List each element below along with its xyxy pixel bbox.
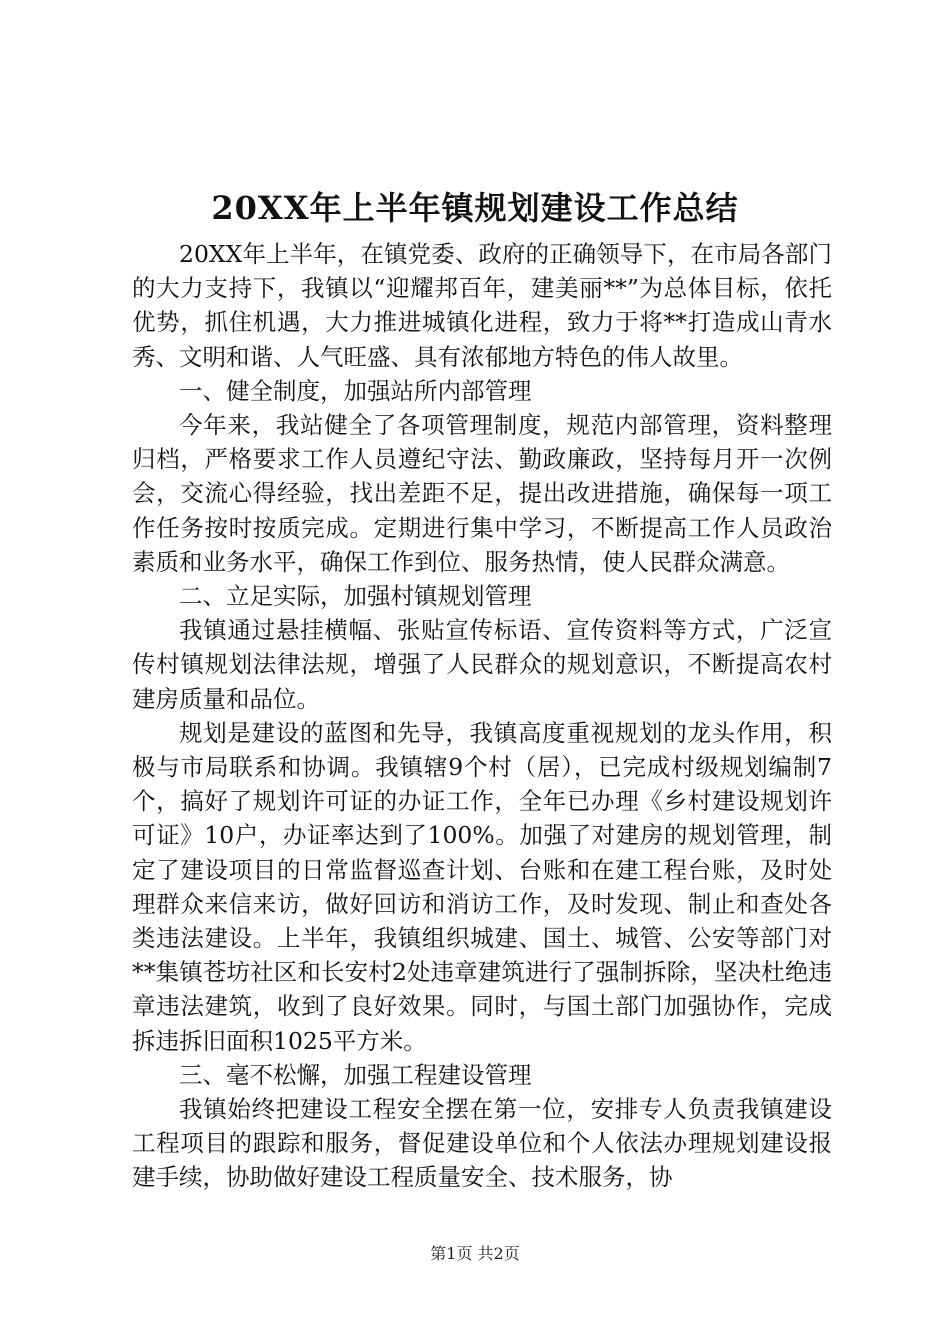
section-heading-3: 三、毫不松懈，加强工程建设管理: [179, 1060, 532, 1089]
intro-paragraph: 20XX年上半年，在镇党委、政府的正确领导下，在市局各部门的大力支持下，我镇以“迎耀邦百年，建美丽**”为总体目标，依托优势，抓住机遇，大力推进城镇化进程，致力于将**打造成山青水秀、文明和谐、人气旺盛、具有浓郁地方特色的伟人故里。: [132, 240, 832, 371]
section-heading-1: 一、健全制度，加强站所内部管理: [179, 376, 532, 405]
section-3-paragraph: 我镇始终把建设工程安全摆在第一位，安排专人负责我镇建设工程项目的跟踪和服务，督促建设单位和个人依法办理规划建设报建手续，协助做好建设工程质量安全、技术服务，协: [132, 1095, 832, 1192]
section-2-paragraph-1: 我镇通过悬挂横幅、张贴宣传标语、宣传资料等方式，广泛宣传村镇规划法律法规，增强了人民群众的规划意识，不断提高农村建房质量和品位。: [132, 616, 832, 713]
section-heading-2: 二、立足实际，加强村镇规划管理: [179, 582, 532, 611]
document-body: [132, 237, 832, 1195]
document-title: 20XX年上半年镇规划建设工作总结: [211, 189, 739, 227]
section-1-paragraph: 今年来，我站健全了各项管理制度，规范内部管理，资料整理归档，严格要求工作人员遵纪守法、勤政廉政，坚持每月开一次例会，交流心得经验，找出差距不足，提出改进措施，确保每一项工作任务按时按质完成。定期进行集中学习，不断提高工作人员政治素质和业务水平，确保工作到位、服务热情，使人民群众满意。: [132, 411, 832, 576]
section-2-paragraph-2: 规划是建设的蓝图和先导，我镇高度重视规划的龙头作用，积极与市局联系和协调。我镇辖9个村（居），已完成村级规划编制7个，搞好了规划许可证的办证工作，全年已办理《乡村建设规划许可证》10户，办证率达到了100%。加强了对建房的规划管理，制定了建设项目的日常监督巡查计划、台账和在建工程台账，及时处理群众来信来访，做好回访和消访工作，及时发现、制止和查处各类违法建设。上半年，我镇组织城建、国土、城管、公安等部门对**集镇苍坊社区和长安村2处违章建筑进行了强制拆除，坚决杜绝违章违法建筑，收到了良好效果。同时，与国土部门加强协作，完成拆违拆旧面积1025平方米。: [132, 718, 832, 1055]
page-footer: 第1页 共2页: [430, 1244, 520, 1263]
